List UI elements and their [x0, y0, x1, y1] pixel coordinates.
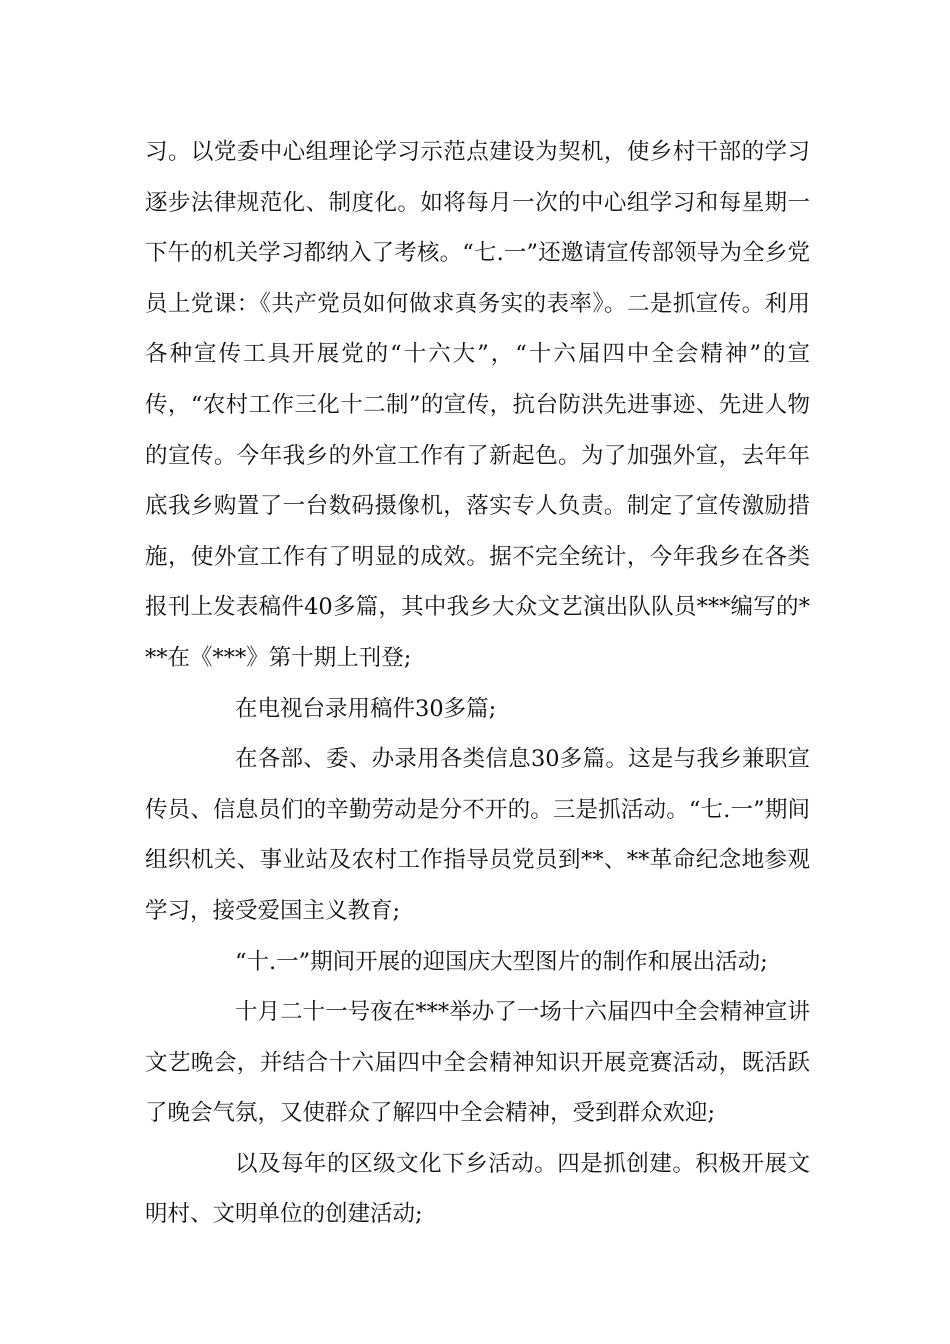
paragraph-5: 十月二十一号夜在***举办了一场十六届四中全会精神宣讲文艺晚会，并结合十六届四中全会精神知识开展竞赛活动，既活跃了晚会气氛，又使群众了解四中全会精神，受到群众欢迎;: [145, 999, 810, 1127]
paragraph-3: 在各部、委、办录用各类信息30多篇。这是与我乡兼职宣传员、信息员们的辛勤劳动是分不开的。三是抓活动。“七.一”期间组织机关、事业站及农村工作指导员党员到**、**革命纪念地参观学习，接受爱国主义教育;: [145, 746, 810, 924]
paragraph-2: 在电视台录用稿件30多篇;: [235, 695, 497, 722]
paragraph-1: 习。以党委中心组理论学习示范点建设为契机，使乡村干部的学习逐步法律规范化、制度化。如将每月一次的中心组学习和每星期一下午的机关学习都纳入了考核。“七.一”还邀请宣传部领导为全乡党员上党课：《共产党员如何做求真务实的表率》。二是抓宣传。利用各种宣传工具开展党的“十六大”，“十六届四中全会精神”的宣传，“农村工作三化十二制”的宣传，抗台防洪先进事迹、先进人物的宣传。今年我乡的外宣工作有了新起色。为了加强外宣，去年年底我乡购置了一台数码摄像机，落实专人负责。制定了宣传激励措施，使外宣工作有了明显的成效。据不完全统计，今年我乡在各类报刊上发表稿件40多篇，其中我乡大众文艺演出队队员***编写的***在《***》第十期上刊登;: [145, 139, 810, 671]
paragraph-6: 以及每年的区级文化下乡活动。四是抓创建。积极开展文明村、文明单位的创建活动;: [145, 1150, 810, 1228]
document-body: [145, 127, 810, 1240]
paragraph-4: “十.一”期间开展的迎国庆大型图片的制作和展出活动;: [235, 948, 768, 975]
